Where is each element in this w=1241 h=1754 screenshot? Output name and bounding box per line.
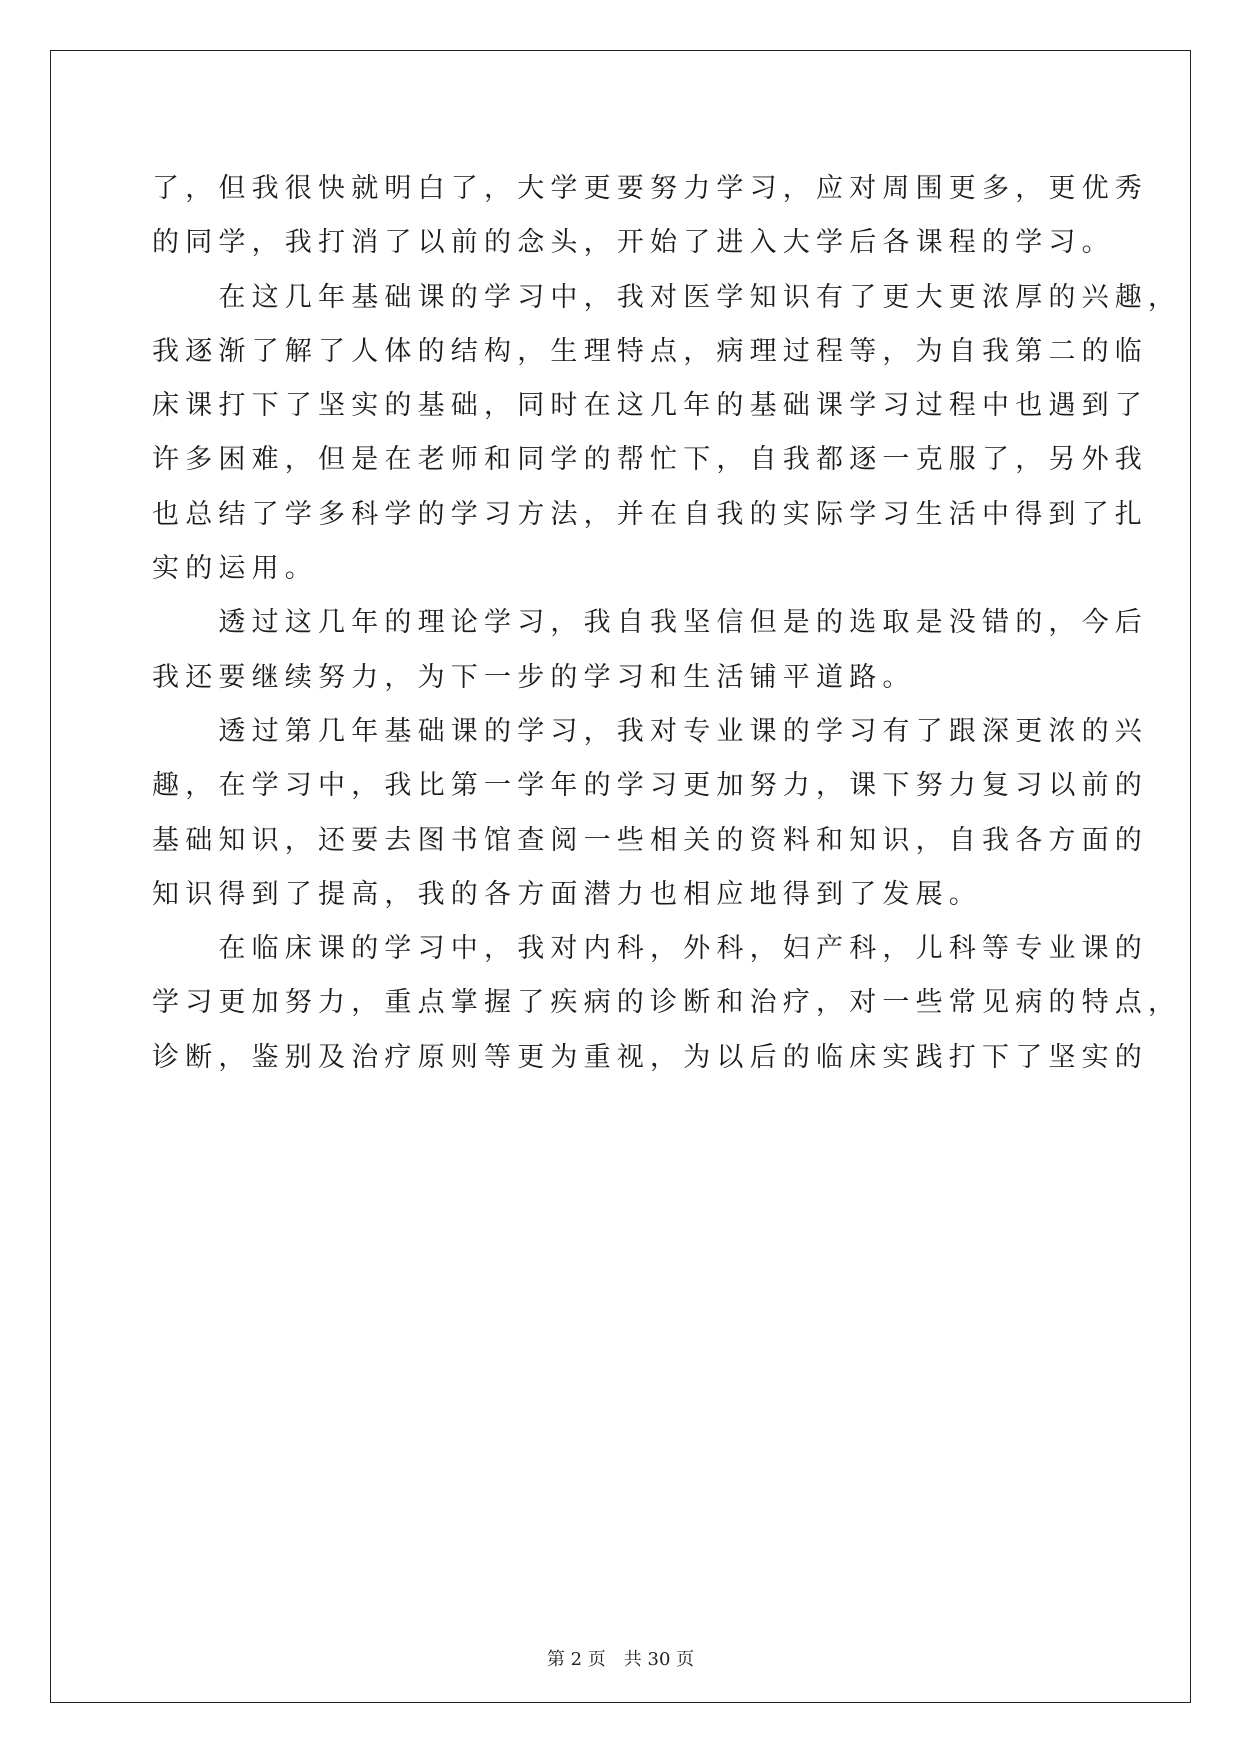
text-line: 的同学，我打消了以前的念头，开始了进入大学后各课程的学习。	[152, 227, 1115, 259]
text-line: 床课打下了坚实的基础，同时在这几年的基础课学习过程中也遇到了	[152, 390, 1148, 422]
text-line: 实的运用。	[152, 553, 318, 585]
text-line: 许多困难，但是在老师和同学的帮忙下，自我都逐一克服了，另外我	[152, 444, 1148, 476]
text-line: 基础知识，还要去图书馆查阅一些相关的资料和知识，自我各方面的	[152, 824, 1148, 856]
text-line: 我逐渐了解了人体的结构，生理特点，病理过程等，为自我第二的临	[152, 335, 1148, 367]
text-line: 诊断，鉴别及治疗原则等更为重视，为以后的临床实践打下了坚实的	[152, 1041, 1148, 1073]
text-line: 在临床课的学习中，我对内科，外科，妇产科，儿科等专业课的	[152, 933, 1148, 965]
text-line: 了，但我很快就明白了，大学更要努力学习，应对周围更多，更优秀	[152, 173, 1148, 204]
text-line: 透过第几年基础课的学习，我对专业课的学习有了跟深更浓的兴	[152, 715, 1148, 747]
document-body	[152, 162, 1182, 1085]
text-line: 我还要继续努力，为下一步的学习和生活铺平道路。	[152, 661, 916, 693]
text-line: 也总结了学多科学的学习方法，并在自我的实际学习生活中得到了扎	[152, 498, 1148, 530]
text-line: 在这几年基础课的学习中，我对医学知识有了更大更浓厚的兴趣，	[152, 281, 1182, 313]
text-line: 趣，在学习中，我比第一学年的学习更加努力，课下努力复习以前的	[152, 770, 1148, 802]
text-line: 知识得到了提高，我的各方面潜力也相应地得到了发展。	[152, 878, 982, 910]
text-line: 透过这几年的理论学习，我自我坚信但是的选取是没错的，今后	[152, 607, 1148, 639]
text-line: 学习更加努力，重点掌握了疾病的诊断和治疗，对一些常见病的特点，	[152, 987, 1182, 1019]
page-number-footer: 第 2 页 共 30 页	[546, 1649, 695, 1670]
